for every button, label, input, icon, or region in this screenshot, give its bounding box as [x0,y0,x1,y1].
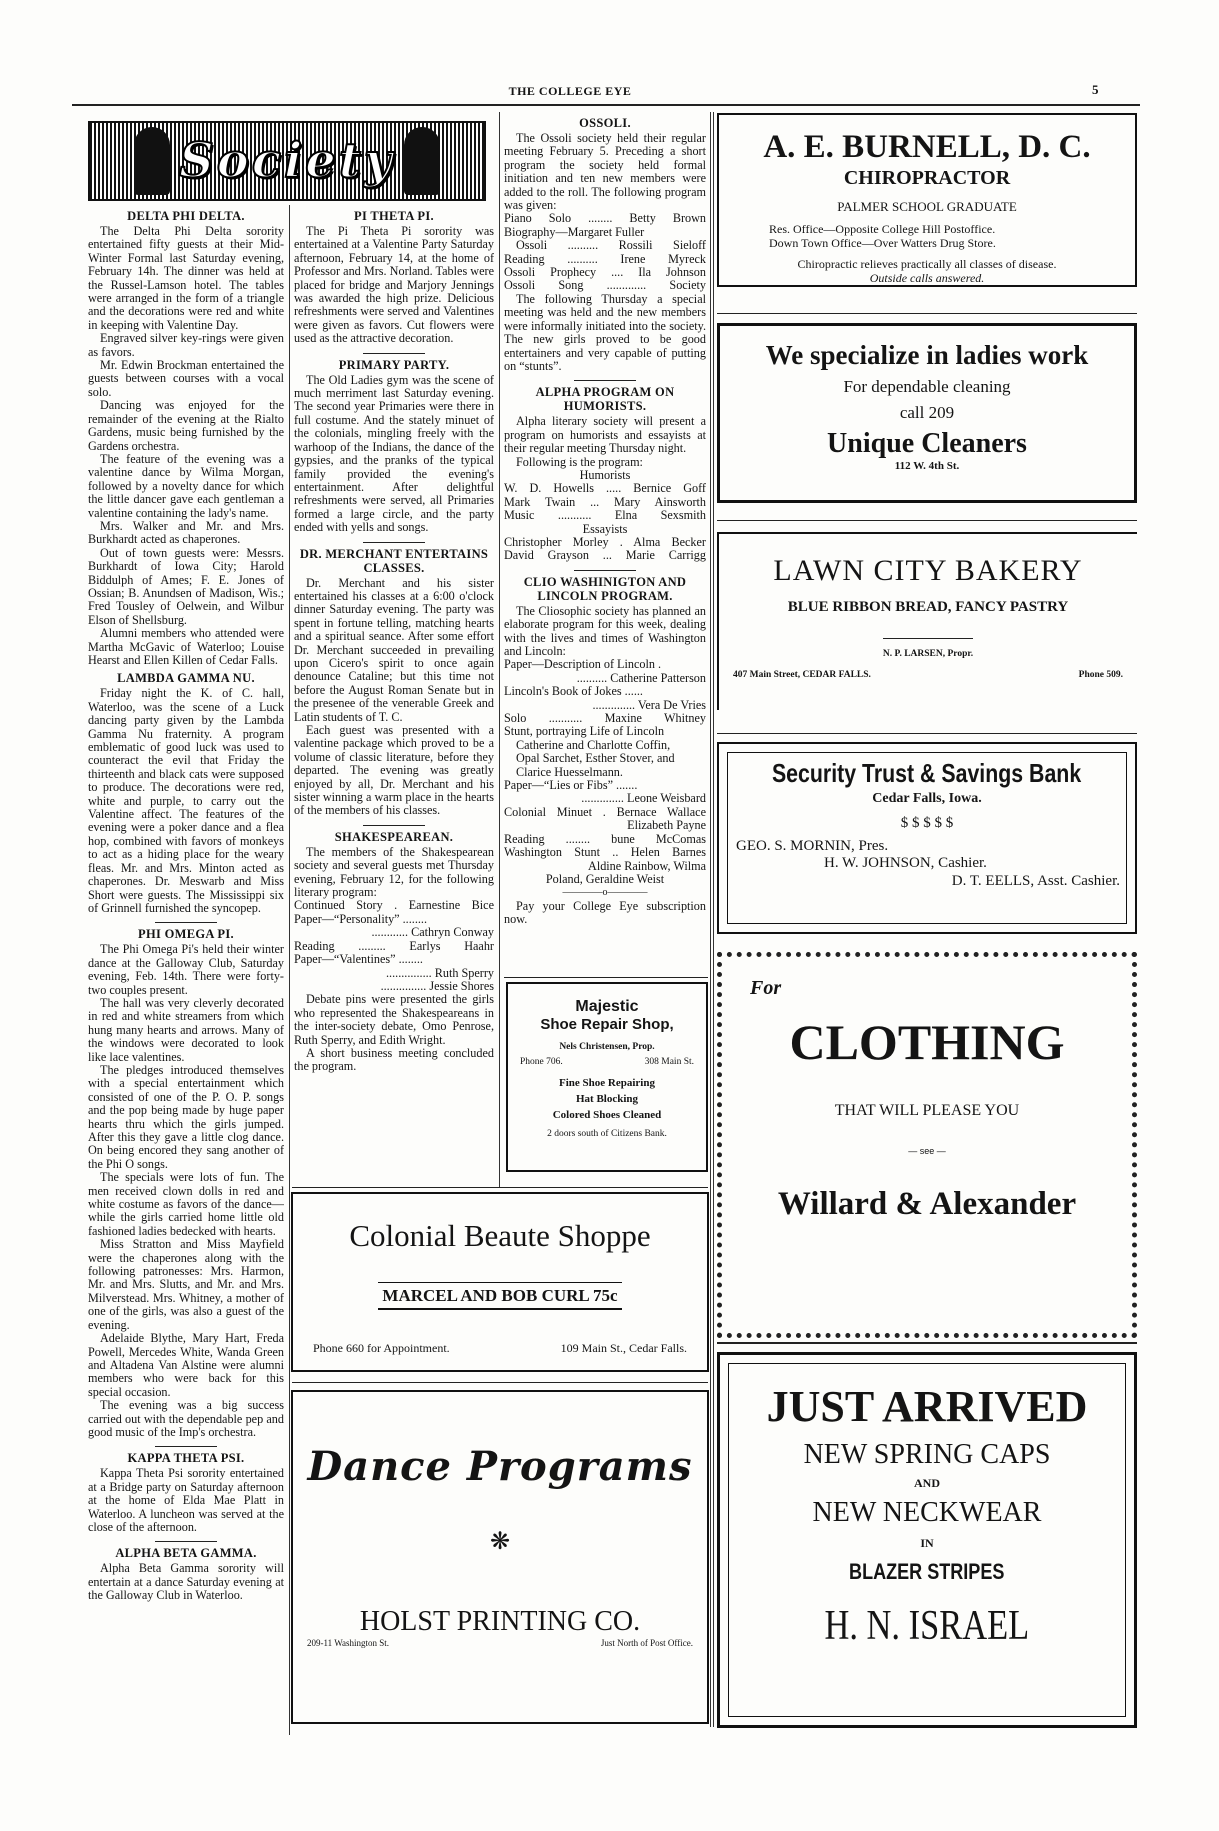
program-line: Washington Stunt .. Helen Barnes [504,845,706,860]
ad-location: 2 doors south of Citizens Bank. [547,1129,667,1140]
ad-service: Colored Shoes Cleaned [552,1108,662,1121]
article-paragraph: Adelaide Blythe, Mary Hart, Freda Powell, Mercedes White, Wanda Green and Altadena Van Alstine were alumni members who were back for this special occasion. [88,1331,284,1399]
section-rule [717,313,1137,314]
article-paragraph: Mrs. Walker and Mr. and Mrs. Burkhardt acted as chaperones. [88,518,284,547]
program-line: Stunt, portraying Life of Lincoln [504,724,665,739]
article-divider [155,1541,217,1542]
ad-store-name: Willard & Alexander [777,1186,1077,1223]
program-line: Essayists [582,521,628,536]
program-line: Opal Sarchet, Esther Stover, and [516,751,675,766]
article-paragraph: Alumni members who attended were Martha McGavic of Waterloo; Louise Hearst and Ellen Killen of Cedar Falls. [88,626,284,667]
ad-town-office: Down Town Office—Over Watters Drug Store. [769,235,996,250]
ad-phone: Phone 509. [1078,669,1123,680]
column-1 [88,205,284,1735]
article-paragraph: The specials were lots of fun. The men received clown dolls in red and white costume as favors of the dance—while the girls carried home little old fashioned ladies bedecked with hearts. [88,1170,284,1238]
ad-name: HOLST PRINTING CO. [359,1606,641,1637]
ad-and: AND [914,1475,940,1490]
program-line: Reading .......... Irene Myreck [504,251,706,266]
ad-unique-cleaners [717,323,1137,503]
ad-in: IN [920,1535,934,1550]
program-line: Reading ......... Earlys Haahr [294,938,494,953]
article-heading: ALPHA BETA GAMMA. [115,1546,257,1561]
program-line: Paper—“Personality” ........ [294,911,428,926]
ad-address: 308 Main St. [644,1056,694,1067]
ad-service: Hat Blocking [575,1093,639,1106]
program-line: Ossoli .......... Rossili Sieloff [516,238,706,253]
article-divider [363,542,425,543]
article-paragraph: Dr. Merchant and his sister entertained his classes at a 6:00 o'clock dinner Saturday evening. The party was spent in fortune telling, matching hearts and a spiritual seance. After some effort Dr. Merchant succeeded in prevailing upon Cicero's spirit to once again denounce Cataline; but this time not before the August Roman Senate but in the presenee of the venerable Greek and Latin students of T. C. [294,575,494,724]
column-rule [499,112,500,1187]
article-heading: PHI OMEGA PI. [138,927,234,942]
article-paragraph: The Ossoli society held their regular meeting February 5. Preceding a short program the society held formal initiation and ten new members were added to the roll. The following program was given: [504,131,706,213]
society-masthead [88,121,486,201]
article-paragraph: The evening was a big success carried out with the dependable pep and good music of the Imp's orchestra. [88,1398,284,1439]
program-line: Poland, Geraldine Weist [545,871,665,886]
ad-service: Fine Shoe Repairing [559,1077,655,1090]
program-line: Ossoli Song ............. Society [504,278,706,293]
ad-asst-cashier: D. T. EELLS, Asst. Cashier. [951,872,1120,889]
program-line: Continued Story . Earnestine Bice [294,898,494,913]
ad-name: LAWN CITY BAKERY [773,554,1083,587]
column-2 [294,205,494,1185]
article-paragraph: Miss Stratton and Miss Mayfield were the chaperones along with the following patronesses: Mrs. Harmon, Mr. and Mrs. Slutts, and Mr. and Mrs. Milverstead. Mrs. Whitney, a mother of one of the girls, was also a guest of the evening. [88,1237,284,1332]
ad-stripes: BLAZER STRIPES [849,1558,1005,1584]
ad-cashier: H. W. JOHNSON, Cashier. [824,855,987,872]
program-line: .............. Leone Weisbard [581,791,706,806]
article-paragraph: Following is the program: [516,454,643,469]
article-paragraph: The Pi Theta Pi sorority was entertained at a Valentine Party Saturday afternoon, February 14, at the home of Professor and Mrs. Norland. Tables were placed for bridge and Marjory Jennings was awarded the high prize. Delicious refreshments were served and Valentines were given as favors. Cut flowers were used as the attractive decoration. [294,224,494,346]
ad-name2: Shoe Repair Shop, [540,1016,674,1034]
lady-figure-icon [134,127,170,195]
ad-neckwear: NEW NECKWEAR [812,1496,1042,1528]
ad-majestic-shoe-repair [506,982,708,1172]
ad-burnell-chiropractor [717,113,1137,287]
article-paragraph: The feature of the evening was a valentine dance by Wilma Morgan, followed by a novelty dance for which the little dancer gave each gentleman a valentine containing the lady's name. [88,451,284,520]
article-heading: DR. MERCHANT ENTERTAINS CLASSES. [299,546,489,575]
program-line: Mark Twain ... Mary Ainsworth [504,494,706,509]
section-rule [292,1382,708,1383]
ad-line1: For dependable cleaning [843,377,1011,397]
ad-calls: Outside calls answered. [869,271,985,286]
article-paragraph: Mr. Edwin Brockman entertained the guests between courses with a vocal solo. [88,358,284,399]
article-heading: CLIO WASHINIGTON AND LINCOLN PROGRAM. [523,574,687,603]
ad-school: PALMER SCHOOL GRADUATE [837,198,1017,214]
ad-name: Colonial Beaute Shoppe [349,1218,651,1253]
article-paragraph: Engraved silver key-rings were given as favors. [88,331,284,359]
ad-headline: Dance Programs [307,1443,693,1490]
program-line: Elizabeth Payne [627,818,706,833]
ad-name: A. E. BURNELL, D. C. [763,129,1091,165]
article-heading: LAMBDA GAMMA NU. [117,671,255,686]
article-paragraph: The Cliosophic society has planned an elaborate program for this week, dealing with the lives and times of Washington and Lincoln: [504,603,706,658]
ad-address: 407 Main Street, CEDAR FALLS. [733,669,871,680]
article-paragraph: Alpha Beta Gamma sorority will entertain at a dance Saturday evening at the Galloway Club in Waterloo. [88,1561,284,1603]
ad-headline: JUST ARRIVED [766,1382,1088,1431]
article-heading: OSSOLI. [579,116,631,130]
program-line: .......... Catherine Patterson [576,670,706,685]
article-paragraph: Friday night the K. of C. hall, Waterloo, was the scene of a Luck dancing party given by the Lambda Gamma Nu fraternity. A program emblematic of good luck was used to counteract the evil that Friday the thirteenth and black cats were supposed to produce. The decorations were red, white and purple, to carry out the Valentine affect. The features of the evening were a poker dance and a flea hop, combined with favors of monkeys to act as a hiding place for the weary fleas. Mr. and Mrs. Minton acted as chaperones. Dr. Meswarb and Miss Short were guests. The Mississippi six of Grinnell furnished the syncopep. [88,686,284,915]
article-heading: PRIMARY PARTY. [338,357,450,372]
program-line: Ossoli Prophecy .... Ila Johnson [504,265,706,280]
ad-dollars: $ $ $ $ $ [900,814,954,831]
divider [883,638,973,639]
program-line: .............. Vera De Vries [592,697,706,712]
program-line: Piano Solo ........ Betty Brown [504,211,706,226]
article-paragraph: The Old Ladies gym was the scene of much merriment last Saturday evening. The second year Primaries were there in full costume. And the stately minuet of the colonials, mingling freely with the warhoop of the Indians, the dance of the gypsies, and the pranks of the typical family provided the evening's entertainment. After delightful refreshments were served, all Primaries formed a large circle, and the party ended with yells and songs. [294,372,494,535]
gentleman-figure-icon [404,127,440,195]
ad-title: CHIROPRACTOR [843,166,1011,189]
ad-hn-israel [717,1352,1137,1728]
article-divider [363,825,425,826]
header-rule [72,104,1140,106]
ad-address: 109 Main St., Cedar Falls. [560,1341,687,1356]
column-rule [710,112,711,1727]
program-line: Reading ........ bune McComas [504,831,706,846]
column-rule [289,205,290,1735]
ad-address: 209-11 Washington St. [307,1638,390,1649]
ad-see: — see — [908,1145,946,1156]
article-paragraph: Kappa Theta Psi sorority entertained at a Bridge party on Saturday afternoon at the home of Elda Mae Platt in Waterloo. A luncheon was served at the close of the afternoon. [88,1466,284,1534]
article-paragraph: Out of town guests were: Messrs. Burkhardt of Iowa City; Harold Biddulph of Ames; F. E. Jones of Ossian; B. Anundsen of Madison, Wis.; Fred Tousley of Oelwein, and Wilbur Elson of Shellsburg. [88,545,284,627]
article-divider [574,570,636,571]
ad-proprietor: N. P. LARSEN, Propr. [882,648,974,659]
ad-lawn-city-bakery [717,532,1137,710]
ad-phone: Phone 660 for Appointment. [313,1341,450,1356]
running-head: THE COLLEGE EYE [508,84,632,98]
article-paragraph: The members of the Shakespearean society and several guests met Thursday evening, February 12, for the following literary program: [294,844,494,900]
program-line: W. D. Howells ..... Bernice Goff [504,481,706,496]
program-line: Humorists [579,467,631,482]
article-paragraph: Dancing was enjoyed for the remainder of the evening at the Rialto Gardens, music being furnished by the Gardens orchestra. [88,398,284,453]
program-line: ............... Jessie Shores [380,978,494,993]
section-rule [292,1187,708,1188]
article-paragraph: Debate pins were presented the girls who represented the Shakespeareans in the inter-society debate, Omo Penrose, Ruth Sperry, and Edith Wright. [294,992,494,1047]
article-paragraph: The Phi Omega Pi's held their winter dance at the Galloway Club, Saturday evening, Feb. 14th. There were forty-two couples present. [88,942,284,997]
ad-location: Just North of Post Office. [600,1638,693,1649]
ad-headline: We specialize in ladies work [765,340,1089,370]
program-line: Paper—“Valentines” ........ [294,952,423,967]
ad-president: GEO. S. MORNIN, Pres. [736,838,889,855]
ad-main: CLOTHING [789,1014,1065,1070]
article-heading: ALPHA PROGRAM ON HUMORISTS. [535,385,675,414]
ad-proprietor: Nels Christensen, Prop. [559,1041,655,1052]
article-heading: SHAKESPEAREAN. [334,829,454,844]
ad-city: Cedar Falls, Iowa. [872,790,982,806]
program-line: ............ Cathryn Conway [371,925,494,940]
ad-claim: Chiropractic relieves practically all classes of disease. [797,257,1057,272]
ad-colonial-beaute-shoppe [291,1192,709,1372]
article-divider [155,1446,217,1447]
program-line: Paper—Description of Lincoln . [504,657,662,672]
ad-address: 112 W. 4th St. [894,460,960,473]
ad-line: THAT WILL PLEASE YOU [834,1101,1020,1119]
column-rule [713,112,714,1727]
ad-security-bank [717,742,1137,934]
program-line: ————o———— [562,887,648,899]
section-rule [717,733,1137,734]
article-paragraph: A short business meeting concluded the program. [294,1045,494,1074]
program-line: Christopher Morley . Alma Becker [504,534,706,549]
ad-caps: NEW SPRING CAPS [803,1438,1051,1470]
ad-offer: MARCEL AND BOB CURL 75c [378,1282,621,1311]
ad-name1: Majestic [575,998,639,1015]
ad-phone: Phone 706. [520,1056,563,1067]
program-line: Colonial Minuet . Bernace Wallace [504,804,706,819]
program-line: Biography—Margaret Fuller [504,224,645,239]
program-line: Catherine and Charlotte Coffin, [516,737,671,752]
article-heading: PI THETA PI. [354,209,434,223]
article-paragraph: The Delta Phi Delta sorority entertained fifty guests at their Mid-Winter Formal last Saturday evening, February 14h. The dinner was held at the Russel-Lamson hotel. The tables were arranged in the form of a triangle and the decorations were red and white in keeping with Valentine Day. [88,224,284,332]
article-divider [574,380,636,381]
article-paragraph: Alpha literary society will present a program on humorists and essayists at their regular meeting Thursday night. [504,414,706,456]
article-divider [155,922,217,923]
ad-for: For [750,977,782,999]
ad-name: Unique Cleaners [827,428,1027,460]
article-paragraph: Each guest was presented with a valentine package which proved to be a volume of classic literature, before they departed. The evening was greatly enjoyed by all, Dr. Merchant and his sister winning a warm place in the hearts of the members of his classes. [294,723,494,818]
ad-willard-alexander [717,952,1137,1338]
program-line: Lincoln's Book of Jokes ...... [504,684,643,699]
program-line: David Grayson ... Marie Carrigg [504,548,706,563]
program-line: ............... Ruth Sperry [386,965,494,980]
program-line: Music ........... Elna Sexsmith [504,508,706,523]
article-heading: KAPPA THETA PSI. [127,1451,245,1466]
ad-res-office: Res. Office—Opposite College Hill Postoffice. [769,221,996,236]
program-line: Solo ........... Maxine Whitney [504,711,706,726]
page-number: 5 [1092,82,1099,97]
section-rule [717,520,1137,521]
ad-line2: call 209 [899,402,955,422]
program-line: Aldine Rainbow, Wilma [588,858,706,873]
article-divider [363,353,425,354]
section-rule [504,977,708,978]
article-heading: DELTA PHI DELTA. [127,209,245,223]
article-paragraph: The hall was very cleverly decorated in red and white streamers from which hung many hearts and arrows. Many of the windows were decorated to look like lace valentines. [88,995,284,1064]
ad-store-name: H. N. ISRAEL [824,1602,1030,1649]
column-3 [504,112,706,974]
ornament-icon: ❋ [489,1529,511,1555]
section-rule [717,1342,1137,1344]
program-line: Paper—“Lies or Fibs” ....... [504,778,638,793]
program-line: Clarice Huesselmann. [516,764,623,779]
ad-name: Security Trust & Savings Bank [772,758,1082,788]
article-paragraph: Pay your College Eye subscription now. [504,898,706,927]
ad-holst-printing [291,1390,709,1724]
masthead-title: Society [179,133,395,189]
article-paragraph: The following Thursday a special meeting was held and the new members were informally initiated into the society. The new girls proved to be good entertainers and very capable of putting on “stunts”. [504,291,706,373]
ad-tagline: BLUE RIBBON BREAD, FANCY PASTRY [787,598,1069,615]
article-paragraph: The pledges introduced themselves with a special entertainment which consisted of one of the P. O. P. songs and the pop being made by huge paper hearts thru which the girls jumped. After this they gave a little clog dance. On being encored they sang another of the Phi O songs. [88,1062,284,1171]
